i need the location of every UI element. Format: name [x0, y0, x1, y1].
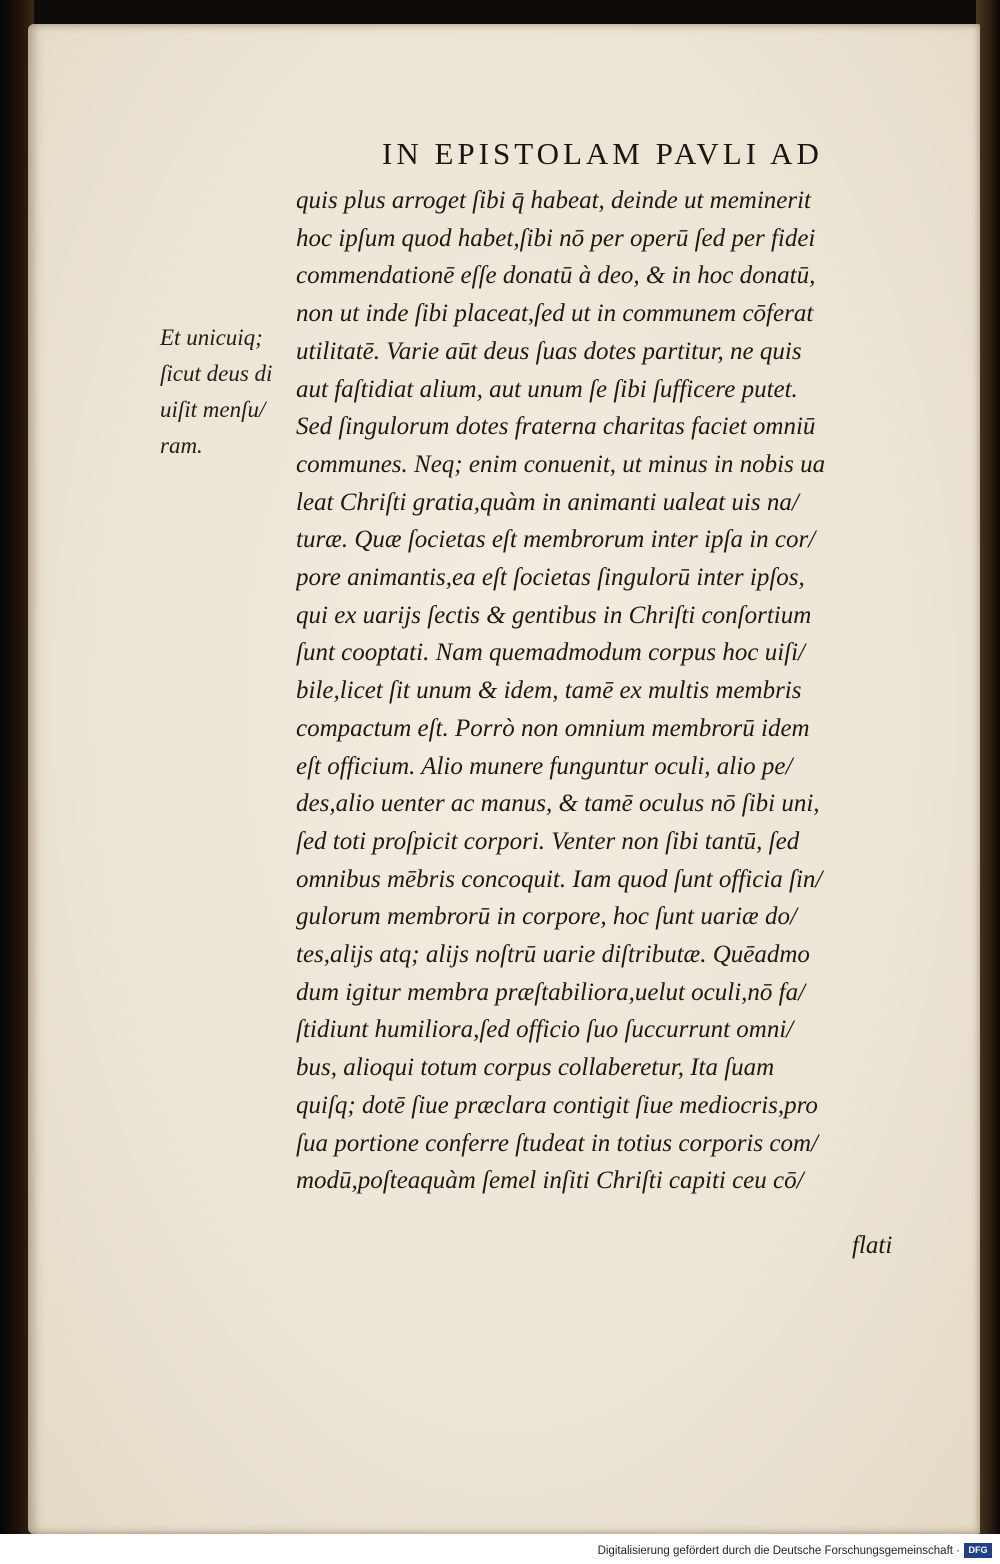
marginal-note-line: ſicut deus di	[160, 361, 273, 386]
text-line: leat Chriſti gratia,quàm in animanti ualeat uis na/	[296, 488, 799, 516]
text-line: des,alio uenter ac manus, & tamē oculus nō ſibi uni,	[296, 790, 820, 818]
funding-credit: Digitalisierung gefördert durch die Deutsche Forschungsgemeinschaft ·	[597, 1545, 960, 1557]
footer-bar	[0, 1534, 1000, 1564]
dfg-logo: DFG	[964, 1543, 992, 1558]
main-text-block	[296, 182, 956, 1200]
text-line: eſt officium. Alio munere funguntur oculi, alio pe/	[296, 752, 793, 780]
text-line: turæ. Quæ ſocietas eſt membrorum inter ipſa in cor/	[296, 526, 816, 554]
text-line: hoc ipſum quod habet,ſibi nō per operū ſed per fidei	[296, 224, 816, 252]
text-line: quis plus arroget ſibi q̄ habeat, deinde ut meminerit	[296, 187, 812, 214]
text-line: ſunt cooptati. Nam quemadmodum corpus hoc uiſi/	[296, 639, 805, 667]
text-line: aut faſtidiat alium, aut unum ſe ſibi ſufficere putet.	[296, 375, 798, 403]
text-line: commendationē eſſe donatū à deo, & in hoc donatū,	[296, 262, 816, 290]
text-line: non ut inde ſibi placeat,ſed ut in communem cōferat	[296, 300, 814, 328]
text-line: tes,alijs atq; alijs noſtrū uarie diſtributæ. Quēadmo	[296, 941, 810, 969]
text-line: quiſq; dotē ſiue præclara contigit ſiue mediocris,pro	[296, 1091, 818, 1119]
text-line: ſua portione conferre ſtudeat in totius corporis com/	[296, 1129, 818, 1157]
catchword: flati	[852, 1232, 893, 1259]
text-line: modū,poſteaquàm ſemel inſiti Chriſti capiti ceu cō/	[296, 1167, 804, 1195]
marginal-note-line: Et unicuiq;	[160, 325, 263, 350]
text-line: communes. Neq; enim conuenit, ut minus in nobis ua	[296, 450, 826, 478]
text-line: gulorum membrorū in corpore, hoc ſunt uariæ do/	[296, 903, 797, 931]
text-line: utilitatē. Varie aūt deus ſuas dotes partitur, ne quis	[296, 337, 802, 365]
marginal-note-line: ram.	[160, 433, 203, 458]
text-line: bile,licet ſit unum & idem, tamē ex multis membris	[296, 677, 802, 705]
text-line: qui ex uarijs ſectis & gentibus in Chriſti conſortium	[296, 601, 812, 629]
text-line: bus, alioqui totum corpus collaberetur, Ita ſuam	[296, 1054, 775, 1082]
text-line: Sed ſingulorum dotes fraterna charitas faciet omniū	[296, 413, 816, 441]
text-line: ſtidiunt humiliora,ſed officio ſuo ſuccurrunt omni/	[296, 1016, 794, 1044]
text-line: ſed toti proſpicit corpori. Venter non ſibi tantū, ſed	[296, 827, 800, 855]
text-line: pore animantis,ea eſt ſocietas ſingulorū inter ipſos,	[296, 564, 805, 592]
text-line: compactum eſt. Porrò non omnium membrorū idem	[296, 714, 810, 742]
text-line: dum igitur membra præſtabiliora,uelut oculi,nō fa/	[296, 978, 806, 1006]
running-head: IN EPISTOLAM PAVLI AD	[382, 136, 823, 171]
text-line: omnibus mēbris concoquit. Iam quod ſunt officia ſin/	[296, 865, 823, 893]
marginal-note-line: uiſit menſu/	[160, 397, 266, 422]
